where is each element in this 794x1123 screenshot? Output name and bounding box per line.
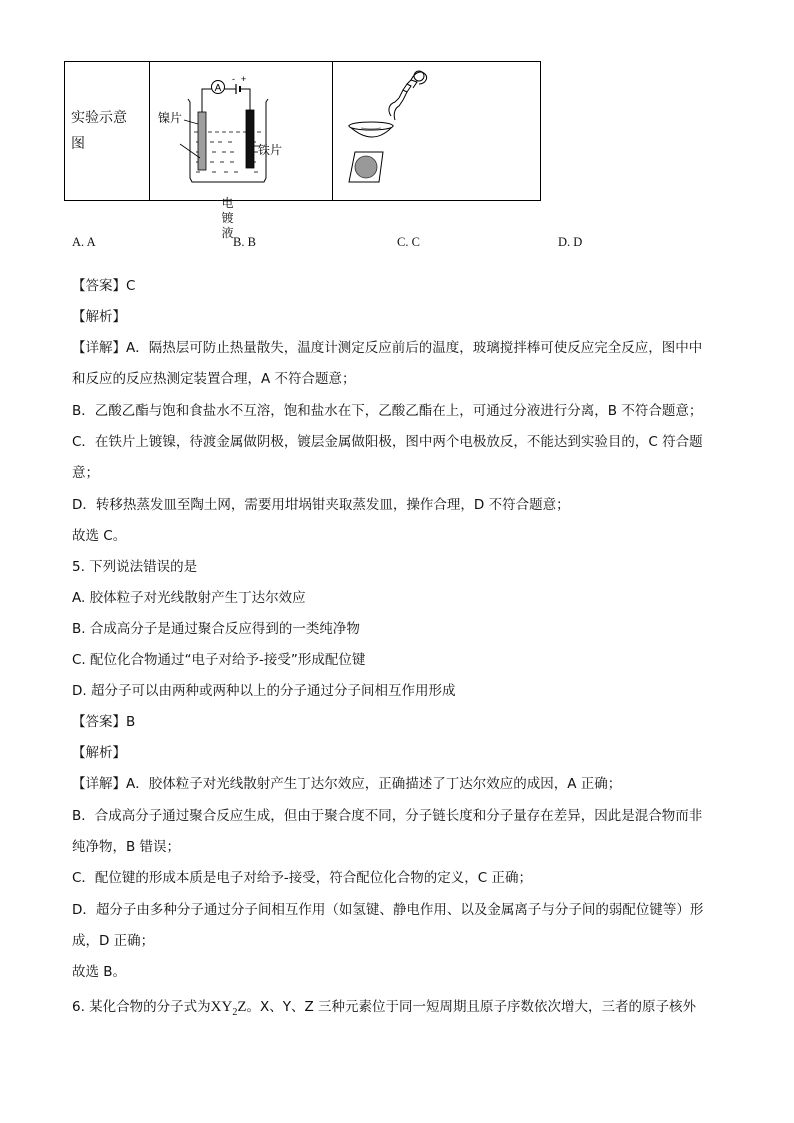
svg-text:-: -: [232, 74, 235, 84]
q5-option-c: C. 配位化合物通过“电子对给予-接受”形成配位键: [72, 652, 366, 668]
option-d: D. D: [558, 235, 583, 249]
q4-answer: 【答案】C: [72, 278, 136, 294]
q5-detail-d-2: 成，D 正确；: [72, 933, 155, 949]
q4-detail-d: D．转移热蒸发皿至陶土网，需要用坩埚钳夹取蒸发皿，操作合理，D 不符合题意；: [72, 497, 570, 513]
row-label-cell: [65, 62, 150, 201]
q4-conclusion: 故选 C。: [72, 528, 127, 544]
iron-electrode: [246, 110, 254, 168]
electroplating-diagram: [150, 62, 332, 196]
q6-formula: $XY_2Z$: [210, 999, 247, 1018]
q6-stem-before: 6. 某化合物的分子式为: [72, 999, 211, 1015]
option-b: B. B: [233, 235, 256, 249]
q4-detail-c-1: C．在铁片上镀镍，待渡金属做阴极，镀层金属做阳极，图中两个电极放反，不能达到实验目的，C 符合题: [72, 434, 703, 450]
label-plating: 电镀液: [221, 195, 234, 240]
q5-option-b: B. 合成高分子是通过聚合反应得到的一类纯净物: [72, 621, 360, 637]
q6-stem-after: 。X、Y、Z 三种元素位于同一短周期且原子序数依次增大，三者的原子核外: [246, 999, 697, 1015]
experiment-table: [64, 61, 541, 240]
label-nickel: 镍片: [158, 111, 183, 125]
svg-text:+: +: [241, 74, 247, 84]
option-a: A. A: [72, 235, 96, 249]
nickel-electrode: [198, 112, 206, 170]
q4-detail-b: B．乙酸乙酯与饱和食盐水不互溶，饱和盐水在下，乙酸乙酯在上，可通过分液进行分离，B 不符合题意；: [72, 403, 703, 419]
q5-detail-a: 【详解】A．胶体粒子对光线散射产生丁达尔效应，正确描述了丁达尔效应的成因，A 正确；: [72, 776, 622, 792]
evaporating-dish-diagram-cell: [333, 62, 541, 201]
q5-analysis-heading: 【解析】: [72, 745, 126, 761]
q5-option-a: A. 胶体粒子对光线散射产生丁达尔效应: [72, 590, 306, 606]
q4-analysis-heading: 【解析】: [72, 309, 126, 325]
q4-options: [72, 235, 772, 255]
q5-option-d: D. 超分子可以由两种或两种以上的分子通过分子间相互作用形成: [72, 683, 456, 699]
q4-detail-c-2: 意；: [72, 465, 99, 481]
ammeter-label: A: [214, 83, 222, 94]
q5-stem: 5. 下列说法错误的是: [72, 559, 198, 575]
q5-detail-b-2: 纯净物，B 错误；: [72, 839, 181, 855]
q5-detail-b-1: B．合成高分子通过聚合反应生成，但由于聚合度不同，分子链长度和分子量存在差异，因此是混合物而非: [72, 808, 703, 824]
row-label: 实验示意图: [71, 110, 127, 152]
q4-detail-a-2: 和反应的反应热测定装置合理，A 不符合题意；: [72, 371, 356, 387]
q5-conclusion: 故选 B。: [72, 964, 127, 980]
q5-detail-c: C．配位键的形成本质是电子对给予-接受，符合配位化合物的定义，C 正确；: [72, 870, 533, 886]
q4-detail-a-1: 【详解】A．隔热层可防止热量散失，温度计测定反应前后的温度，玻璃搅拌棒可使反应完全反应，图中中: [72, 340, 703, 356]
table-row: [65, 62, 541, 201]
evaporating-dish-diagram: [333, 62, 540, 196]
q6-stem: [72, 997, 696, 1023]
option-c: C. C: [397, 235, 420, 249]
q5-detail-d-1: D．超分子由多种分子通过分子间相互作用（如氢键、静电作用、以及金属离子与分子间的弱配位键等）形: [72, 902, 704, 918]
label-iron: 铁片: [258, 143, 283, 157]
electroplating-diagram-cell: [150, 62, 333, 240]
q5-answer: 【答案】B: [72, 714, 136, 730]
